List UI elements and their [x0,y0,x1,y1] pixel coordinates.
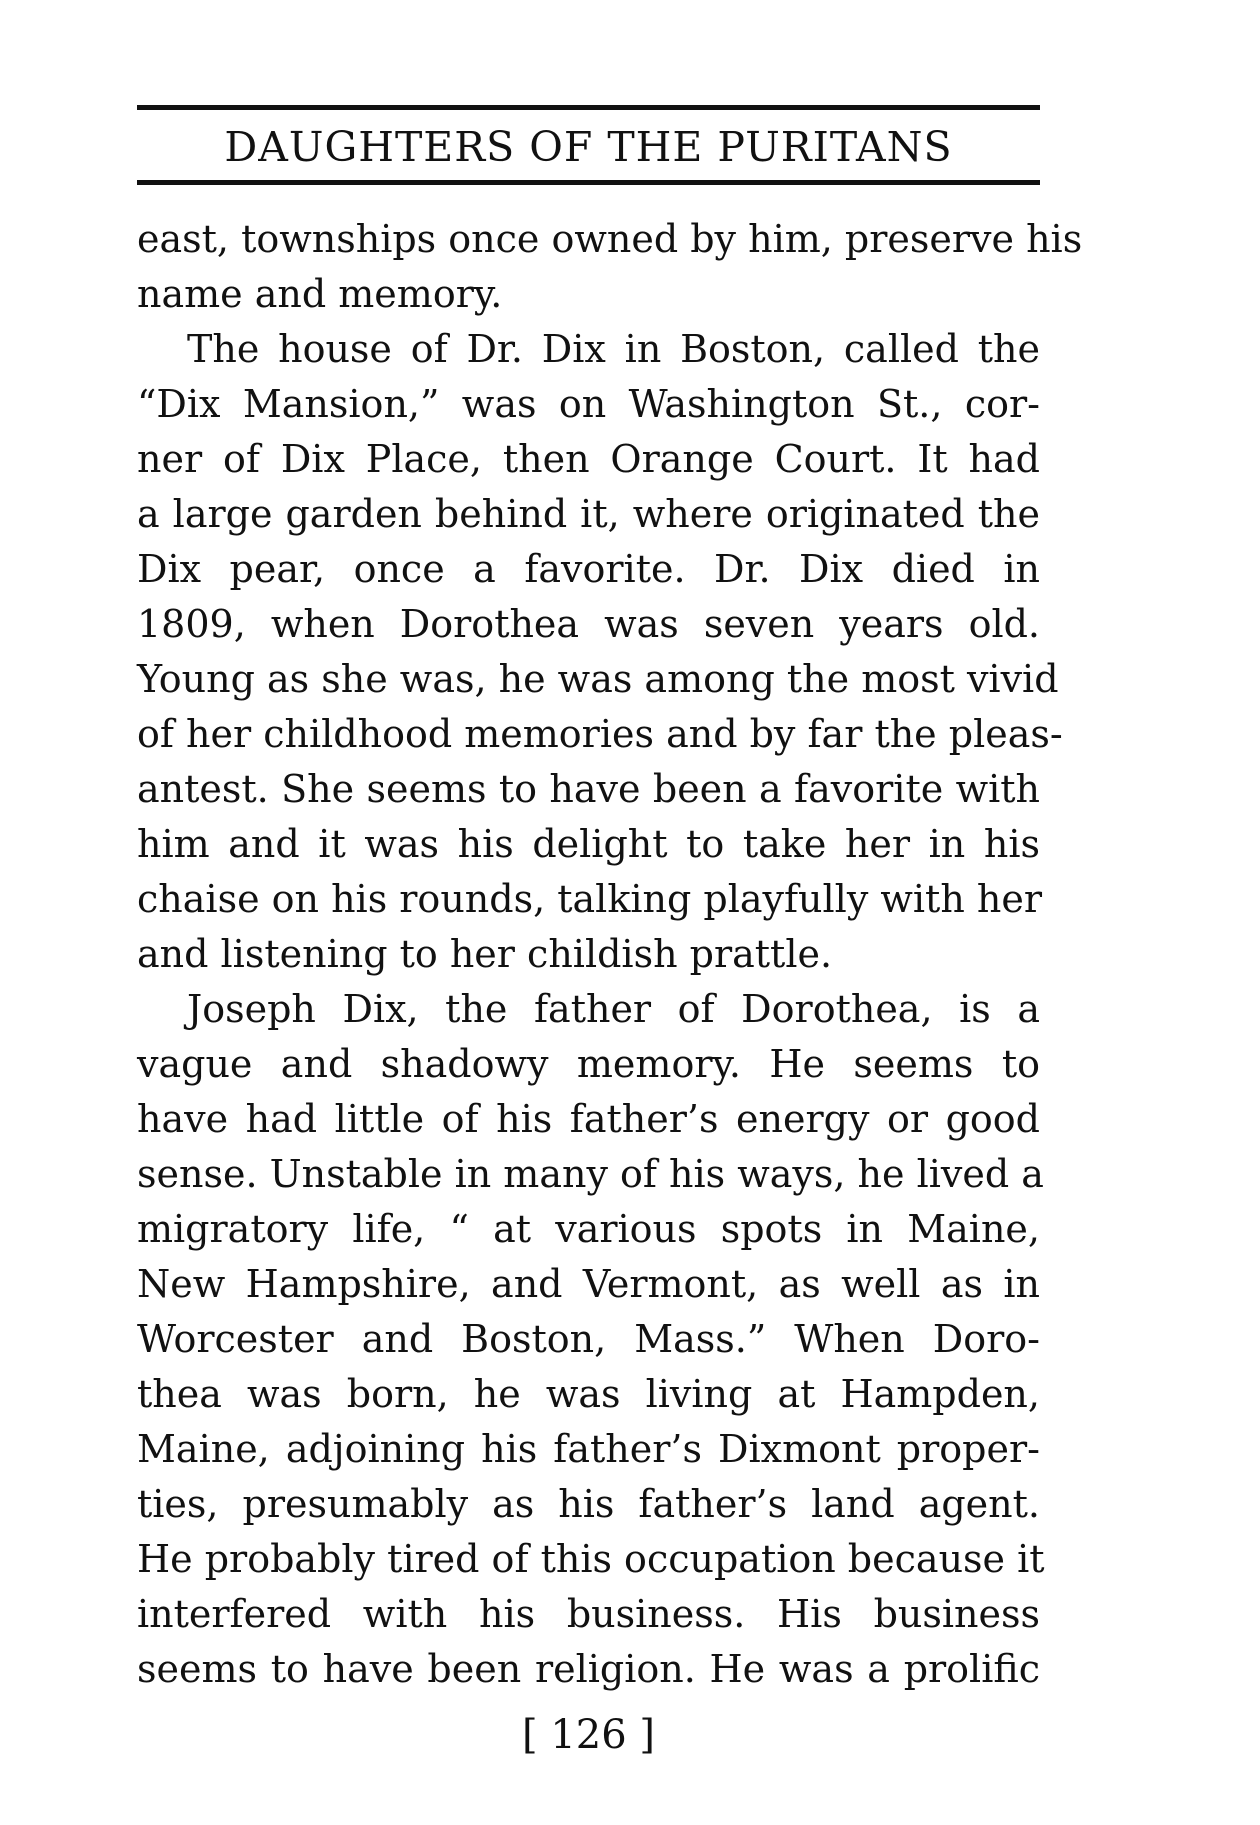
text-line: him and it was his delight to take her in his [137,822,1040,866]
text-line: Dix pear, once a favorite. Dr. Dix died in [137,547,1040,591]
text-line: Young as she was, he was among the most vivid [137,657,1059,701]
text-line: seems to have been religion. He was a prolific [137,1647,1040,1691]
text-line: Worcester and Boston, Mass.” When Doro- [137,1317,1040,1361]
text-line: a large garden behind it, where originated the [137,492,1040,536]
text-line: and listening to her childish prattle. [137,932,833,976]
text-line: “Dix Mansion,” was on Washington St., cor- [137,382,1040,426]
body-text [137,212,1083,1697]
text-line: Maine, adjoining his father’s Dixmont proper- [137,1427,1040,1471]
text-line: The house of Dr. Dix in Boston, called the [187,327,1040,371]
text-line: name and memory. [137,272,503,316]
text-line: antest. She seems to have been a favorite with [137,767,1040,811]
text-line: vague and shadowy memory. He seems to [137,1042,1040,1086]
text-line: ties, presumably as his father’s land agent. [137,1482,1040,1526]
text-line: He probably tired of this occupation because it [137,1537,1045,1581]
text-line: New Hampshire, and Vermont, as well as in [137,1262,1040,1306]
header-rule-bottom [137,180,1040,185]
running-head: DAUGHTERS OF THE PURITANS [224,123,953,171]
text-line: Joseph Dix, the father of Dorothea, is a [187,987,1040,1031]
text-line: of her childhood memories and by far the pleas- [137,712,1063,756]
text-line: 1809, when Dorothea was seven years old. [137,602,1040,646]
text-line: ner of Dix Place, then Orange Court. It had [137,437,1040,481]
text-line: east, townships once owned by him, preserve his [137,217,1083,261]
header-rule-top [137,105,1040,110]
page-number: [ 126 ] [522,1712,655,1758]
text-line: sense. Unstable in many of his ways, he lived a [137,1152,1044,1196]
text-line: have had little of his father’s energy or good [137,1097,1040,1141]
text-line: chaise on his rounds, talking playfully with her [137,877,1043,921]
text-line: interfered with his business. His business [137,1592,1040,1636]
text-line: thea was born, he was living at Hampden, [137,1372,1040,1416]
text-line: migratory life, “ at various spots in Maine, [137,1207,1040,1251]
